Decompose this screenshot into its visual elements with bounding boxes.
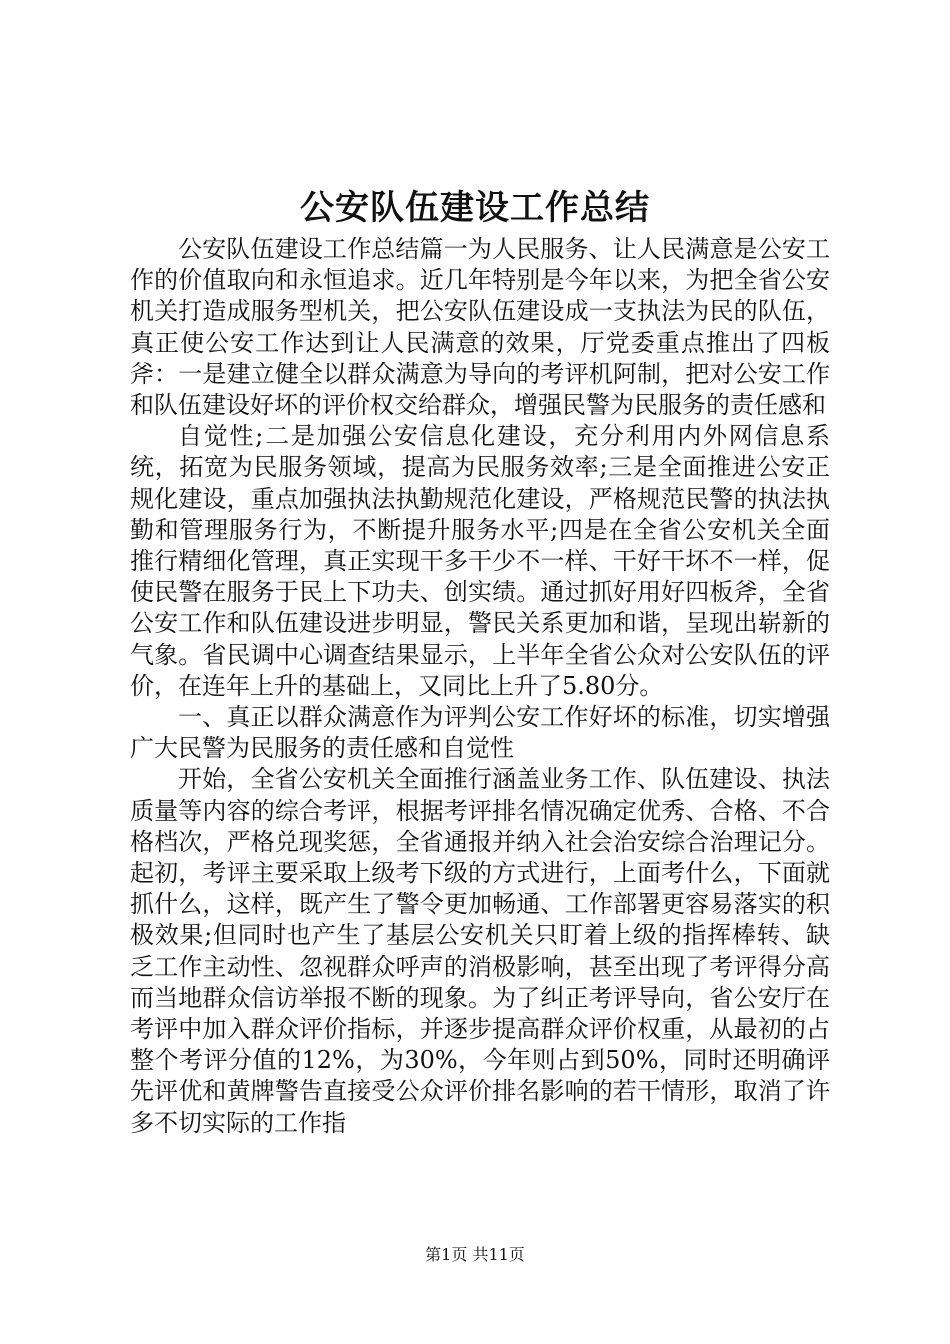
document-title: 公安队伍建设工作总结 [300,188,650,228]
paragraph: 开始，全省公安机关全面推行涵盖业务工作、队伍建设、执法质量等内容的综合考评，根据考评排名情况确定优秀、合格、不合格档次，严格兑现奖惩，全省通报并纳入社会治安综合治理记分。起初，考评主要采取上级考下级的方式进行，上面考什么，下面就抓什么，这样，既产生了警令更加畅通、工作部署更容易落实的积极效果;但同时也产生了基层公安机关只盯着上级的指挥棒转、缺乏工作主动性、忽视群众呼声的消极影响，甚至出现了考评得分高而当地群众信访举报不断的现象。为了纠正考评导向，省公安厅在考评中加入群众评价指标，并逐步提高群众评价权重，从最初的占整个考评分值的12%，为30%，今年则占到50%，同时还明确评先评优和黄牌警告直接受公众评价排名影响的若干情形，取消了许多不切实际的工作指 [130,765,830,1137]
paragraph: 公安队伍建设工作总结篇一为人民服务、让人民满意是公安工作的价值取向和永恒追求。近几年特别是今年以来，为把全省公安机关打造成服务型机关，把公安队伍建设成一支执法为民的队伍，真正使公安工作达到让人民满意的效果，厅党委重点推出了四板斧：一是建立健全以群众满意为导向的考评机阿制，把对公安工作和队伍建设好坏的评价权交给群众，增强民警为民服务的责任感和 [130,235,830,420]
document-body [130,234,830,1139]
paragraph: 自觉性;二是加强公安信息化建设，充分利用内外网信息系统，拓宽为民服务领域，提高为民服务效率;三是全面推进公安正规化建设，重点加强执法执勤规范化建设，严格规范民警的执法执勤和管理服务行为，不断提升服务水平;四是在全省公安机关全面推行精细化管理，真正实现干多干少不一样、干好干坏不一样，促使民警在服务于民上下功夫、创实绩。通过抓好用好四板斧，全省公安工作和队伍建设进步明显，警民关系更加和谐，呈现出崭新的气象。省民调中心调查结果显示，上半年全省公众对公安队伍的评价，在连年上升的基础上，又同比上升了5.80分。 [130,422,830,700]
section-heading-paragraph: 一、真正以群众满意作为评判公安工作好坏的标准，切实增强广大民警为民服务的责任感和自觉性 [130,703,830,763]
page-footer: 第1页 共11页 [425,1245,525,1264]
